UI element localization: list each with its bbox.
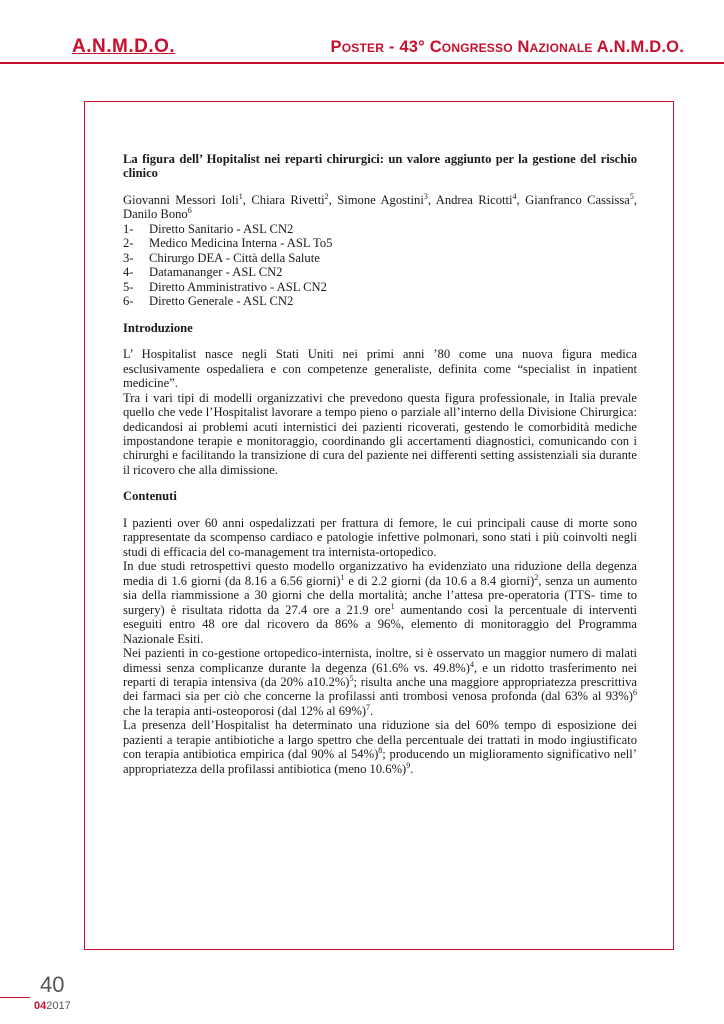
text-run: La presenza dell’Hospitalist ha determinato una riduzione sia del 60% tempo di esposizione dei pazienti a terapie antibiotiche a largo spettro che della percentuale dei trattati in modo ingiustificato con terapia antibiotica empirica (dal 90% al 54%) <box>123 718 637 762</box>
section-heading-introduzione: Introduzione <box>123 320 193 335</box>
affiliation-list <box>123 222 637 309</box>
affiliation-text: Datamananger - ASL CN2 <box>149 265 283 280</box>
author-name: Simone Agostini <box>337 192 424 207</box>
author-list: Giovanni Messori Ioli$^1$, Chiara Rivetti$^2$, Simone Agostini$^3$, Andrea Ricotti$^4$, Gianfranco Cassissa$^5$, Danilo Bono$^6$ <box>123 191 637 222</box>
author-name: Gianfranco Cassissa <box>525 192 630 207</box>
article-title: La figura dell’ Hopitalist nei reparti chirurgici: un valore aggiunto per la gestione del rischio clinico <box>123 152 637 181</box>
affiliation-item <box>123 265 637 279</box>
text-run: aumentando così la percentuale di interventi eseguiti entro 48 ore dal ricovero da 86% a 96%, elemento di monitoraggio del Programma Nazionale Esiti. <box>123 602 637 646</box>
affiliation-text: Chirurgo DEA - Città della Salute <box>149 250 320 265</box>
section-heading-contenuti: Contenuti <box>123 489 177 504</box>
author-affil-ref: 3 <box>423 191 428 201</box>
affiliation-item <box>123 280 637 294</box>
citation-ref: 7 <box>366 702 371 712</box>
text-run: Nei pazienti in co-gestione ortopedico-internista, inoltre, si è osservato un maggior numero di malati dimessi senza complicanze durante la degenza (61.6% vs. 49.8%) <box>123 646 637 675</box>
content-paragraph <box>123 718 637 776</box>
citation-ref: 6 <box>633 688 637 698</box>
author-affil-ref: 4 <box>512 191 517 201</box>
citation-ref: 4 <box>469 659 474 669</box>
intro-paragraph: L’ Hospitalist nasce negli Stati Uniti nei primi anni ’80 come una nuova figura medica esclusivamente ospedaliera e con competenze generaliste, definita come “specialist in inpatient medicine”. <box>123 347 637 391</box>
author-name: Chiara Rivetti <box>251 192 325 207</box>
affiliation-number: 4- <box>123 265 134 280</box>
affiliation-text: Medico Medicina Interna - ASL To5 <box>149 236 333 251</box>
issue-number: 04 <box>34 1000 47 1012</box>
content-paragraph <box>123 559 637 646</box>
header-divider <box>0 62 724 64</box>
citation-ref: 5 <box>349 673 354 683</box>
author-name: Andrea Ricotti <box>435 192 513 207</box>
content-paragraph: I pazienti over 60 anni ospedalizzati per frattura di femore, le cui principali cause di morte sono rappresentate da scompenso cardiaco e patologie infettive polmonari, sono stati i più coinvolti negli studi di efficacia del co-management tra internista-ortopedico. <box>123 515 637 559</box>
poster-header-text: Poster - 43° Congresso Nazionale A.N.M.D.O. <box>330 38 684 56</box>
affiliation-item <box>123 236 637 250</box>
author-affil-ref: 5 <box>629 191 634 201</box>
author-name: Danilo Bono <box>123 207 188 222</box>
citation-ref: 2 <box>534 572 539 582</box>
affiliation-text: Diretto Amministrativo - ASL CN2 <box>149 279 327 294</box>
text-run: In due studi retrospettivi questo modello organizzativo ha evidenziato una riduzione della degenza media di 1.6 giorni (da 8.16 a 6.56 giorni) <box>123 559 637 588</box>
author-affil-ref: 1 <box>238 191 243 201</box>
citation-ref: 8 <box>378 746 383 756</box>
text-run: , e un ridotto trasferimento nei reparti di terapia intensiva (da 20% a10.2%) <box>123 660 637 689</box>
issue-label <box>34 1000 71 1012</box>
text-run: che la terapia anti-osteoporosi (dal 12% al 69%) <box>123 703 367 718</box>
poster-header-title <box>331 38 684 57</box>
citation-ref: 1 <box>390 601 395 611</box>
text-run: . <box>410 761 414 776</box>
affiliation-item <box>123 251 637 265</box>
affiliation-text: Diretto Sanitario - ASL CN2 <box>149 221 294 236</box>
affiliation-item <box>123 222 637 236</box>
author-affil-ref: 2 <box>324 191 329 201</box>
citation-ref: 1 <box>340 572 345 582</box>
page-number: 40 <box>40 972 65 997</box>
affiliation-item <box>123 294 637 308</box>
issue-year: 2017 <box>46 1000 71 1012</box>
citation-ref: 9 <box>406 760 411 770</box>
affiliation-number: 2- <box>123 236 134 251</box>
footer-divider <box>0 997 30 998</box>
text-run: . <box>370 703 374 718</box>
author-affil-ref: 6 <box>187 206 192 216</box>
affiliation-number: 3- <box>123 250 134 265</box>
affiliation-text: Diretto Generale - ASL CN2 <box>149 294 294 309</box>
content-paragraph <box>123 646 637 718</box>
journal-brand: A.N.M.D.O. <box>72 36 176 57</box>
affiliation-number: 1- <box>123 221 134 236</box>
author-name: Giovanni Messori Ioli <box>123 192 239 207</box>
text-run: e di 2.2 giorni (da 10.6 a 8.4 giorni) <box>344 573 535 588</box>
affiliation-number: 6- <box>123 294 134 309</box>
text-run: , senza un aumento sia della riammissione a 30 giorni che della mortalità; anche l’attesa pre-operatoria (TTS- time to surgery) è risultata ridotta da 27.4 ore a 21.9 ore <box>123 573 637 617</box>
article-body <box>123 152 637 776</box>
intro-paragraph: Tra i vari tipi di modelli organizzativi che prevedono questa figura professionale, in Italia prevale quello che vede l’Hospitalist lavorare a tempo pieno o parziale all’interno della Divisione Chirurgica: dedicandosi ai problemi acuti internistici dei pazienti ricoverati, gestendo le comorbidità mediche impostandone terapie e monitoraggio, coordinando gli accertamenti diagnostici, comunicando con i chirurghi e facilitando la transizione di cura del paziente nei differenti setting assistenziali sia durante il ricovero che alla dimissione. <box>123 390 637 477</box>
text-run: ; risulta anche una maggiore appropriatezza prescrittiva dei farmaci sia per ciò che concerne la profilassi anti trombosi venosa profonda (dal 63% al 93%) <box>123 675 637 704</box>
affiliation-number: 5- <box>123 279 134 294</box>
text-run: ; producendo un miglioramento significativo nell’ appropriatezza della profilassi antibiotica (meno 10.6%) <box>123 747 637 776</box>
